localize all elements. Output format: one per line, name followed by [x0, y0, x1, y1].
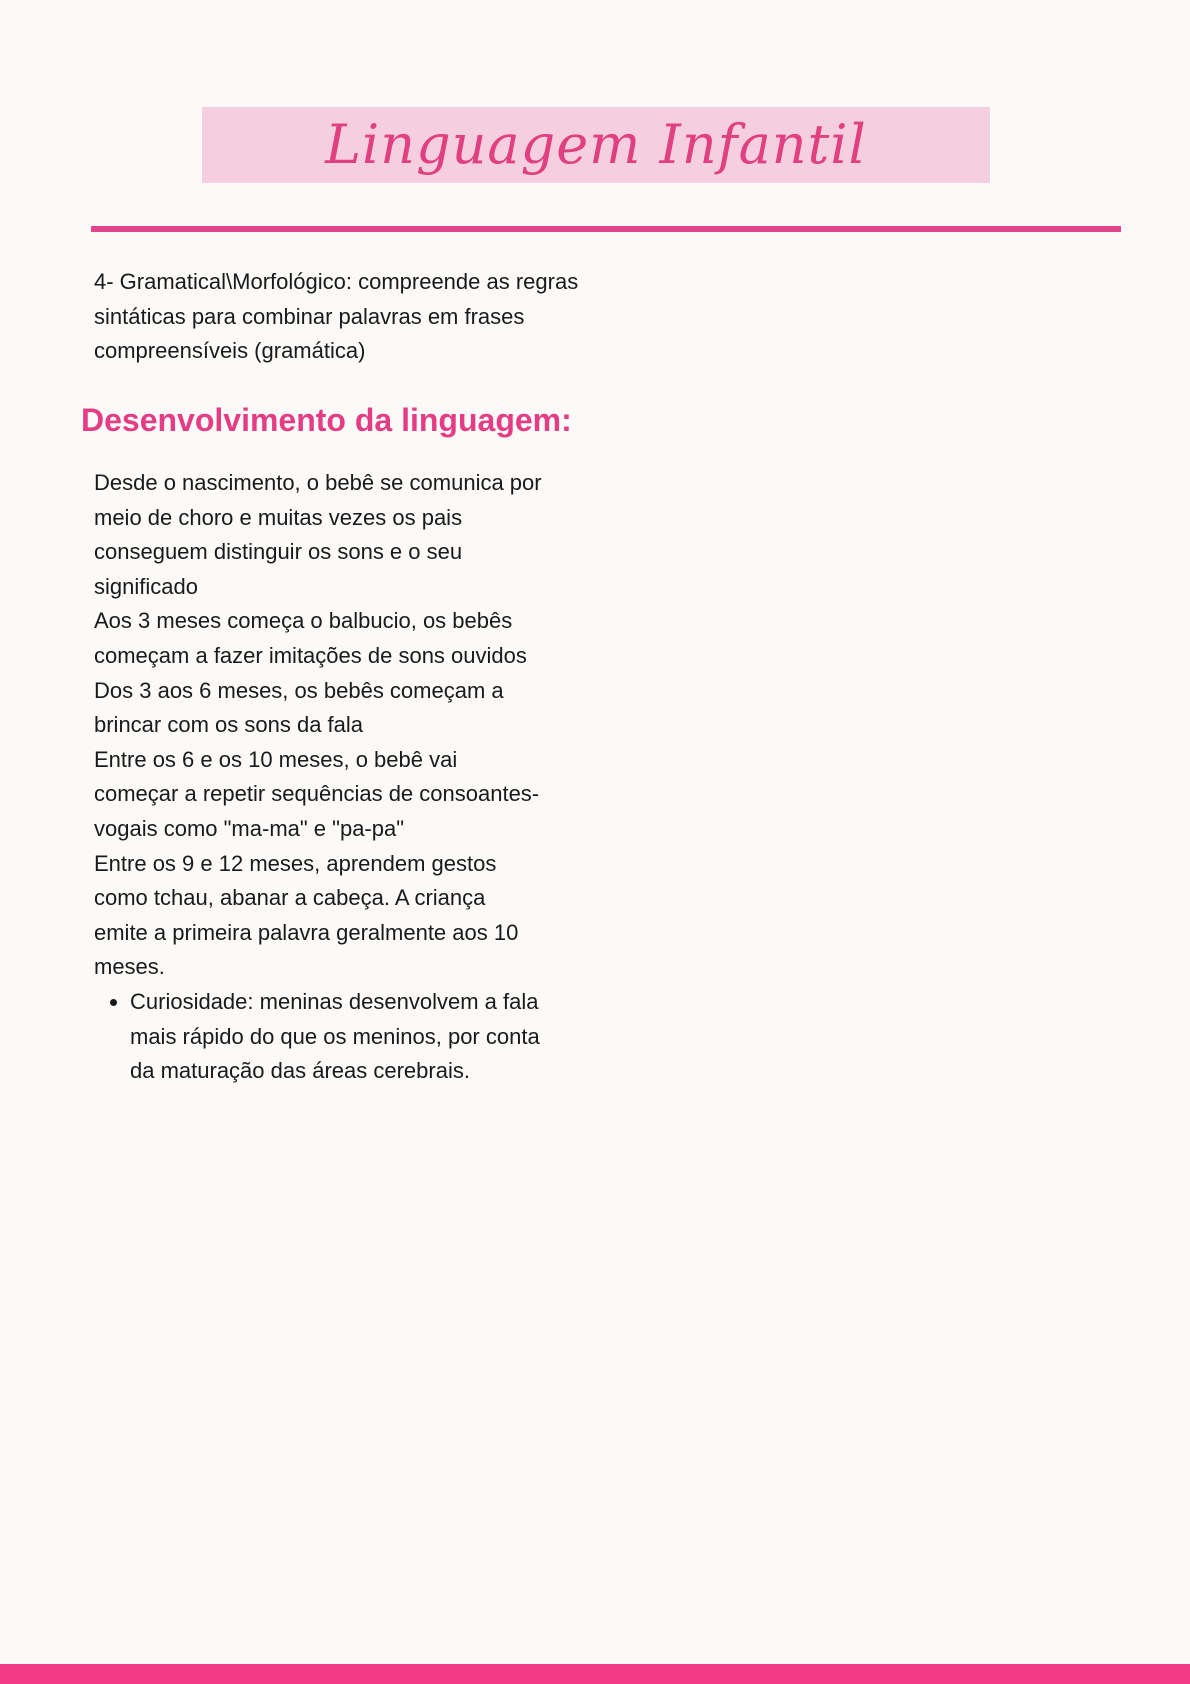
section-heading: Desenvolvimento da linguagem:: [81, 402, 572, 438]
section-content: [94, 466, 544, 1089]
paragraph: Dos 3 aos 6 meses, os bebês começam a brincar com os sons da fala: [94, 677, 504, 738]
intro-paragraph: 4- Gramatical\Morfológico: compreende as regras sintáticas para combinar palavras em frases compreensíveis (gramática): [94, 269, 579, 364]
footer-bar: [0, 1664, 1190, 1684]
paragraph: Aos 3 meses começa o balbucio, os bebês começam a fazer imitações de sons ouvidos: [94, 608, 527, 668]
header-divider: [91, 226, 1121, 232]
paragraph: Entre os 6 e os 10 meses, o bebê vai começar a repetir sequências de consoantes-vogais como "ma-ma" e "pa-pa": [94, 746, 540, 841]
list-item: • Curiosidade: meninas desenvolvem a fala mais rápido do que os meninos, por conta da maturação das áreas cerebrais.: [130, 985, 544, 1089]
paragraph: Desde o nascimento, o bebê se comunica por meio de choro e muitas vezes os pais conseguem distinguir os sons e o seu significado: [94, 470, 542, 599]
title-banner: [202, 107, 990, 183]
bullet-list: [94, 985, 544, 1089]
paragraph: Entre os 9 e 12 meses, aprendem gestos como tchau, abanar a cabeça. A criança emite a primeira palavra geralmente aos 10 meses.: [94, 850, 519, 980]
page-title: Linguagem Infantil: [325, 113, 867, 176]
